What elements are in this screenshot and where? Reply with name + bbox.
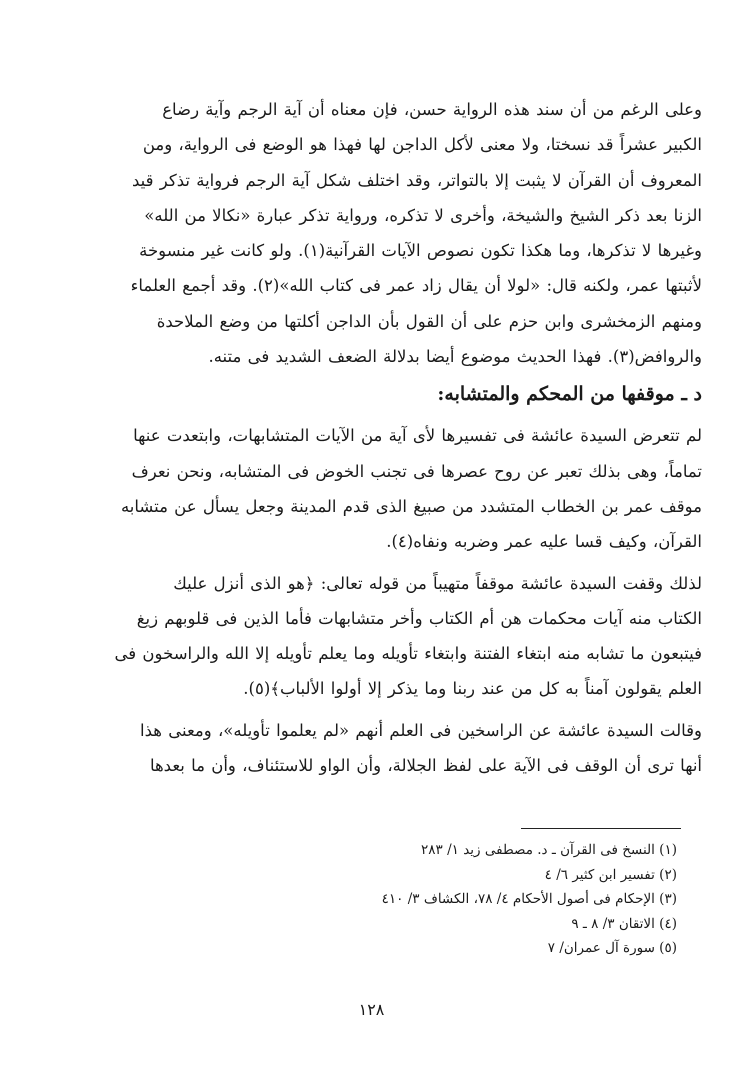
- footnote-2: (٢) تفسير ابن كثير ٦/ ٤: [544, 866, 677, 883]
- footnotes: [382, 838, 677, 961]
- text-line: تماماً، وهى بذلك تعبر عن روح عصرها فى تجنب الخوض فى المتشابه، ونحن نعرف: [131, 461, 702, 481]
- page-number: ١٢٨: [358, 1000, 385, 1019]
- text-line: العلم يقولون آمناً به كل من عند ربنا وما يذكر إلا أولوا الألباب﴾(٥).: [243, 679, 702, 699]
- text-line: ومنهم الزمخشرى وابن حزم على أن القول بأن الداجن أكلتها من وضع الملاحدة: [156, 311, 702, 331]
- footnote-4: (٤) الاتقان ٣/ ٨ ـ ٩: [571, 915, 677, 932]
- text-line: الكتاب منه آيات محكمات هن أم الكتاب وأخر متشابهات فأما الذين فى قلوبهم زيغ: [136, 608, 702, 628]
- paragraph-4: [62, 713, 702, 784]
- text-line: وغيرها لا تذكرها، وما هكذا تكون نصوص الآيات القرآنية(١). ولو كانت غير منسوخة: [139, 241, 702, 261]
- text-line: أنها ترى أن الوقف فى الآية على لفظ الجلالة، وأن الواو للاستئناف، وأن ما بعدها: [149, 756, 702, 776]
- text-line: لأثبتها عمر، ولكنه قال: «لولا أن يقال زاد عمر فى كتاب الله»(٢). وقد أجمع العلماء: [130, 276, 702, 296]
- footnote-5: (٥) سورة آل عمران/ ٧: [547, 940, 677, 956]
- text-line: موقف عمر بن الخطاب المتشدد من صبيغ الذى قدم المدينة وجعل يسأل عن متشابه: [120, 496, 702, 516]
- footnote-1: (١) النسخ فى القرآن ـ د. مصطفى زيد ١/ ٢٨٣: [421, 842, 677, 858]
- text-line: لذلك وقفت السيدة عائشة موقفاً متهيباً من قوله تعالى: ﴿هو الذى أنزل عليك: [173, 573, 702, 593]
- text-line: فيتبعون ما تشابه منه ابتغاء الفتنة وابتغاء تأويله وما يعلم تأويله إلا الله والراسخون فى: [114, 644, 702, 664]
- paragraph-3: [62, 566, 702, 707]
- text-line: وعلى الرغم من أن سند هذه الرواية حسن، فإن معناه أن آية الرجم وآية رضاع: [162, 100, 702, 119]
- text-line: القرآن، وكيف قسا عليه عمر وضربه ونفاه(٤).: [386, 532, 702, 552]
- page-body: [62, 92, 702, 783]
- paragraph-1: [62, 92, 702, 374]
- section-heading: د ـ موقفها من المحكم والمتشابه:: [437, 383, 702, 406]
- text-line: المعروف أن القرآن لا يثبت إلا بالتواتر، وقد اختلف شكل آية الرجم فرواية تذكر قيد: [132, 170, 702, 190]
- footnote-divider: [521, 828, 681, 829]
- text-line: الكبير عشراً قد نسختا، ولا معنى لأكل الداجن لها فهذا هو الوضع فى الرواية، ومن: [142, 135, 702, 155]
- text-line: والروافض(٣). فهذا الحديث موضوع أيضا بدلالة الضعف الشديد فى متنه.: [208, 347, 702, 367]
- text-line: الزنا بعد ذكر الشيخ والشيخة، وأخرى لا تذكره، ورواية تذكر عبارة «نكالا من الله»: [144, 205, 702, 225]
- text-line: وقالت السيدة عائشة عن الراسخين فى العلم أنهم «لم يعلموا تأويله»، ومعنى هذا: [140, 720, 702, 740]
- footnote-3: (٣) الإحكام فى أصول الأحكام ٤/ ٧٨، الكشاف ٣/ ٤١٠: [381, 891, 677, 907]
- paragraph-2: [62, 418, 702, 559]
- text-line: لم تتعرض السيدة عائشة فى تفسيرها لأى آية من الآيات المتشابهات، وابتعدت عنها: [133, 426, 702, 446]
